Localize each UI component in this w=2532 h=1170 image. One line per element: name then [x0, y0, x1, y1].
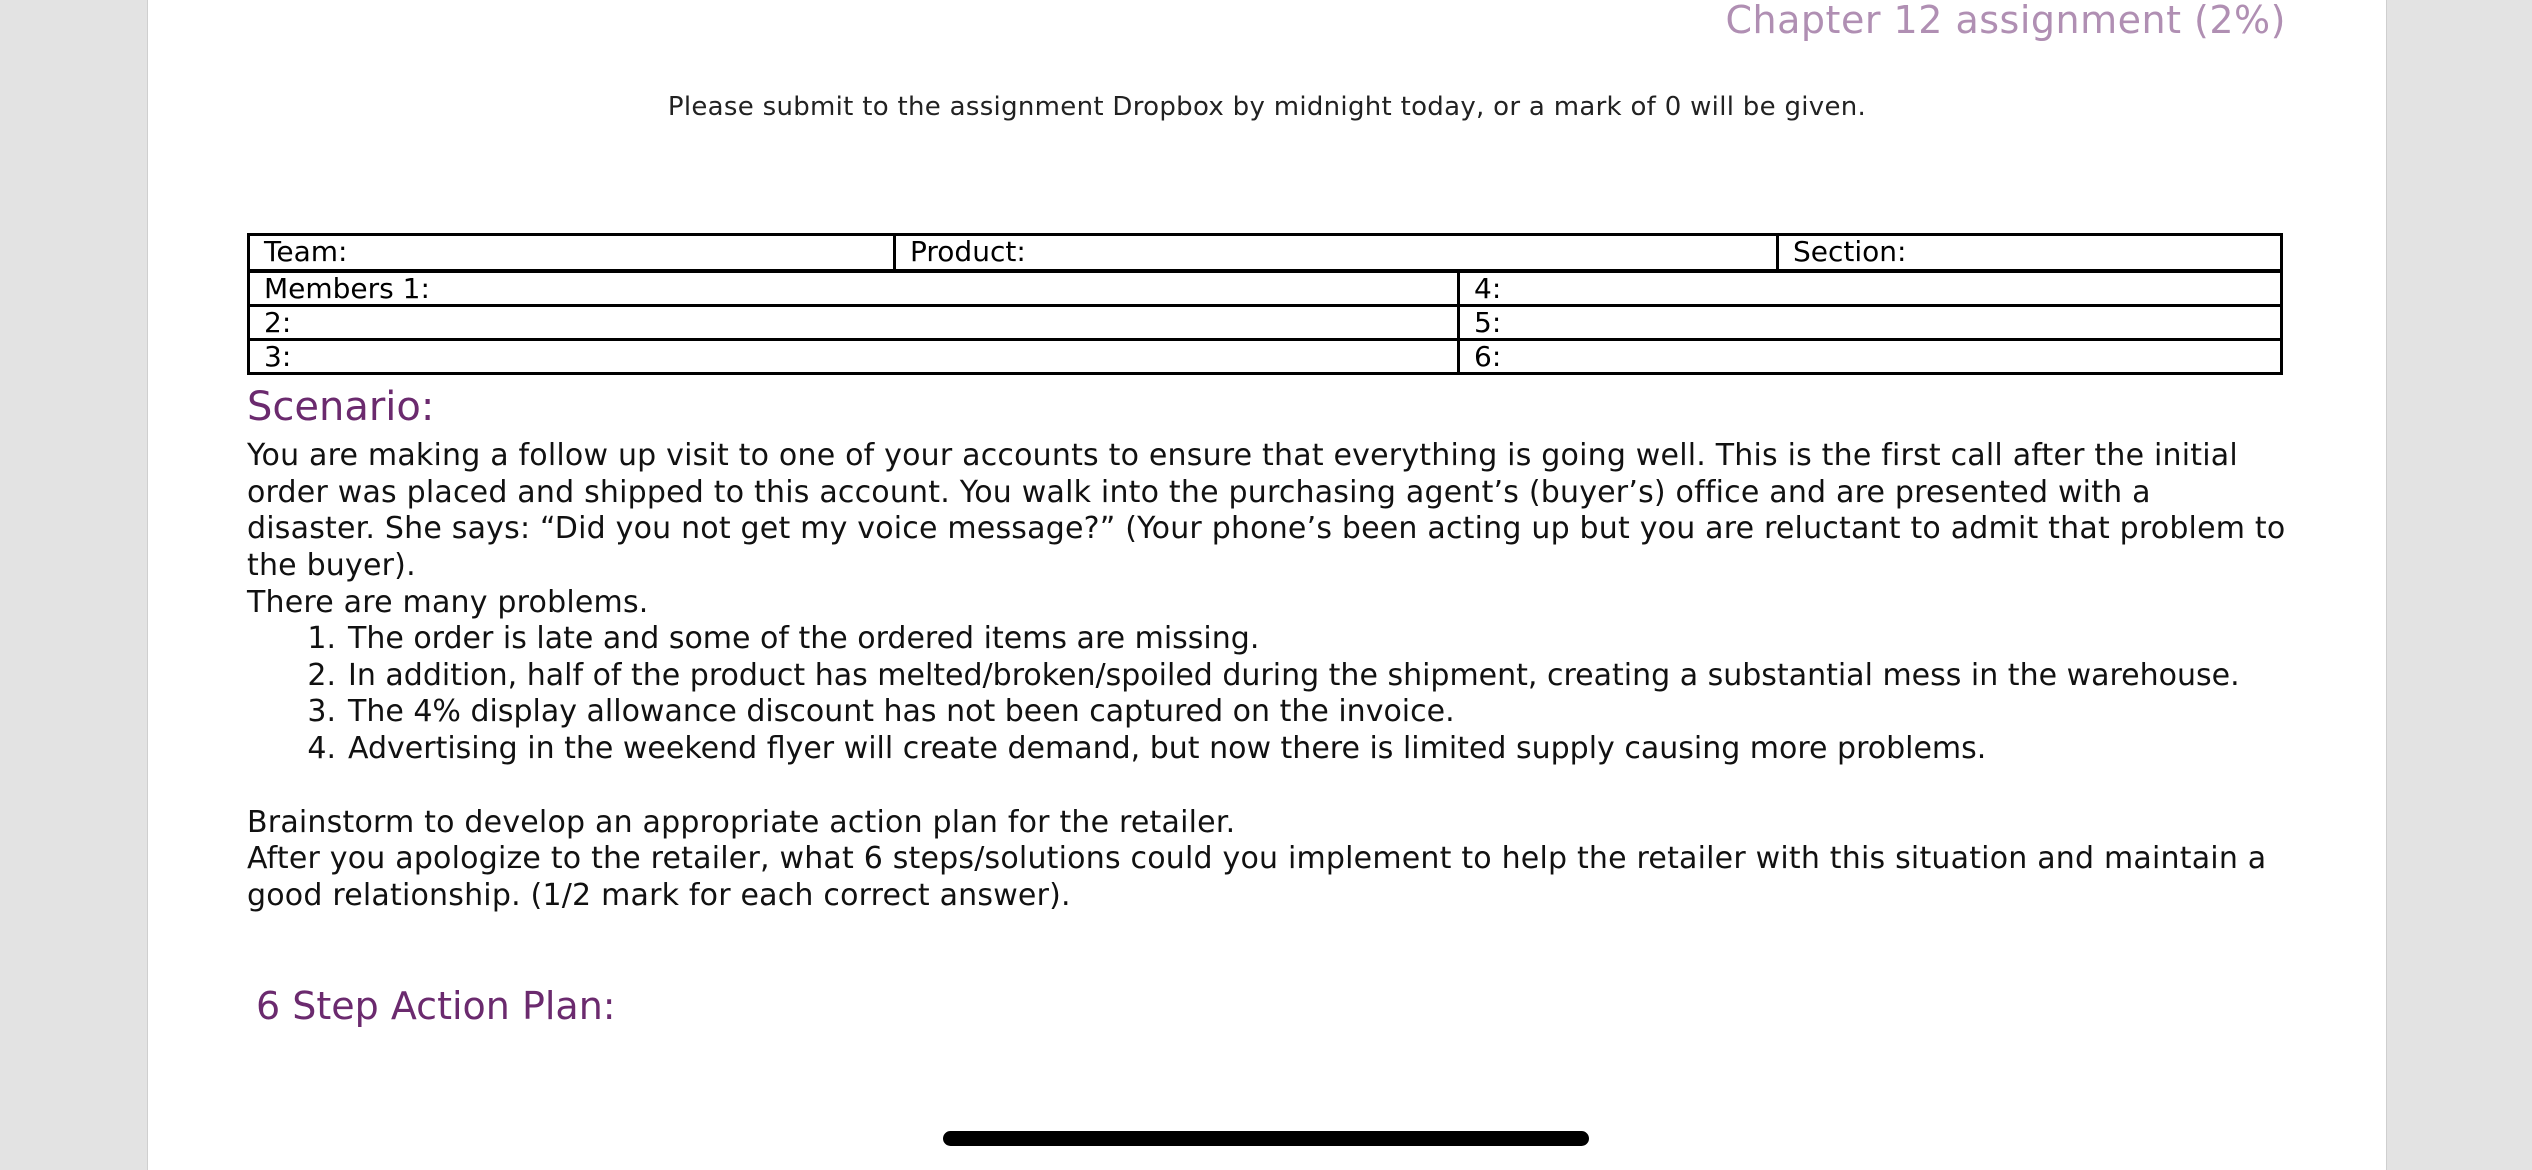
member-cell[interactable]: 6:: [1457, 341, 2280, 372]
list-item: [247, 731, 2287, 768]
list-text: Advertising in the weekend flyer will create demand, but now there is limited supply causing more problems.: [348, 730, 1987, 766]
brainstorm-paragraph: Brainstorm to develop an appropriate action plan for the retailer.: [247, 805, 1236, 840]
member-cell[interactable]: 2:: [264, 307, 292, 338]
chapter-title: Chapter 12 assignment (2%): [1725, 0, 2286, 42]
list-item: [247, 694, 2287, 731]
product-cell[interactable]: Product:: [893, 236, 1776, 269]
action-question-paragraph: After you apologize to the retailer, what 6 steps/solutions could you implement to help the retailer with this situation and maintain a good relationship. (1/2 mark for each correct answer).: [247, 841, 2267, 913]
member-cell[interactable]: 3:: [264, 341, 292, 372]
list-number: 2.: [307, 657, 336, 693]
list-item: [247, 621, 2287, 658]
info-table: [247, 233, 2283, 375]
action-plan-heading: 6 Step Action Plan:: [256, 984, 616, 1028]
member-cell[interactable]: Members 1:: [264, 273, 430, 304]
member-cell[interactable]: 5:: [1457, 307, 2280, 338]
table-row: [250, 236, 2280, 270]
list-text: The 4% display allowance discount has not been captured on the invoice.: [348, 694, 1455, 729]
scenario-paragraph: You are making a follow up visit to one of your accounts to ensure that everything is going well. This is the first call after the initial order was placed and shipped to this account. You walk into the purchasing agent’s (buyer’s) office and are presented with a disaster. She says: “Did you not get my voice message?” (Your phone’s been acting up but you are reluctant to admit that problem to the buyer).: [247, 438, 2286, 583]
home-indicator[interactable]: [943, 1131, 1589, 1146]
list-number: 1.: [307, 621, 336, 656]
member-cell[interactable]: 4:: [1457, 273, 2280, 304]
list-number: 3.: [307, 694, 336, 729]
document-page[interactable]: [147, 0, 2387, 1170]
section-cell[interactable]: Section:: [1776, 236, 2280, 269]
problems-intro: There are many problems.: [247, 585, 649, 620]
table-row: [250, 304, 2280, 338]
submission-instruction: Please submit to the assignment Dropbox by midnight today, or a mark of 0 will be given.: [667, 92, 1867, 122]
table-row: [250, 338, 2280, 372]
team-cell[interactable]: Team:: [264, 236, 348, 268]
list-text: In addition, half of the product has melted/broken/spoiled during the shipment, creating a substantial mess in the warehouse.: [348, 657, 2240, 693]
list-text: The order is late and some of the ordered items are missing.: [348, 621, 1260, 656]
list-number: 4.: [307, 730, 336, 766]
table-row: [250, 270, 2280, 304]
problem-list: [247, 621, 2287, 767]
list-item: [247, 658, 2287, 695]
scenario-heading: Scenario:: [247, 384, 435, 430]
